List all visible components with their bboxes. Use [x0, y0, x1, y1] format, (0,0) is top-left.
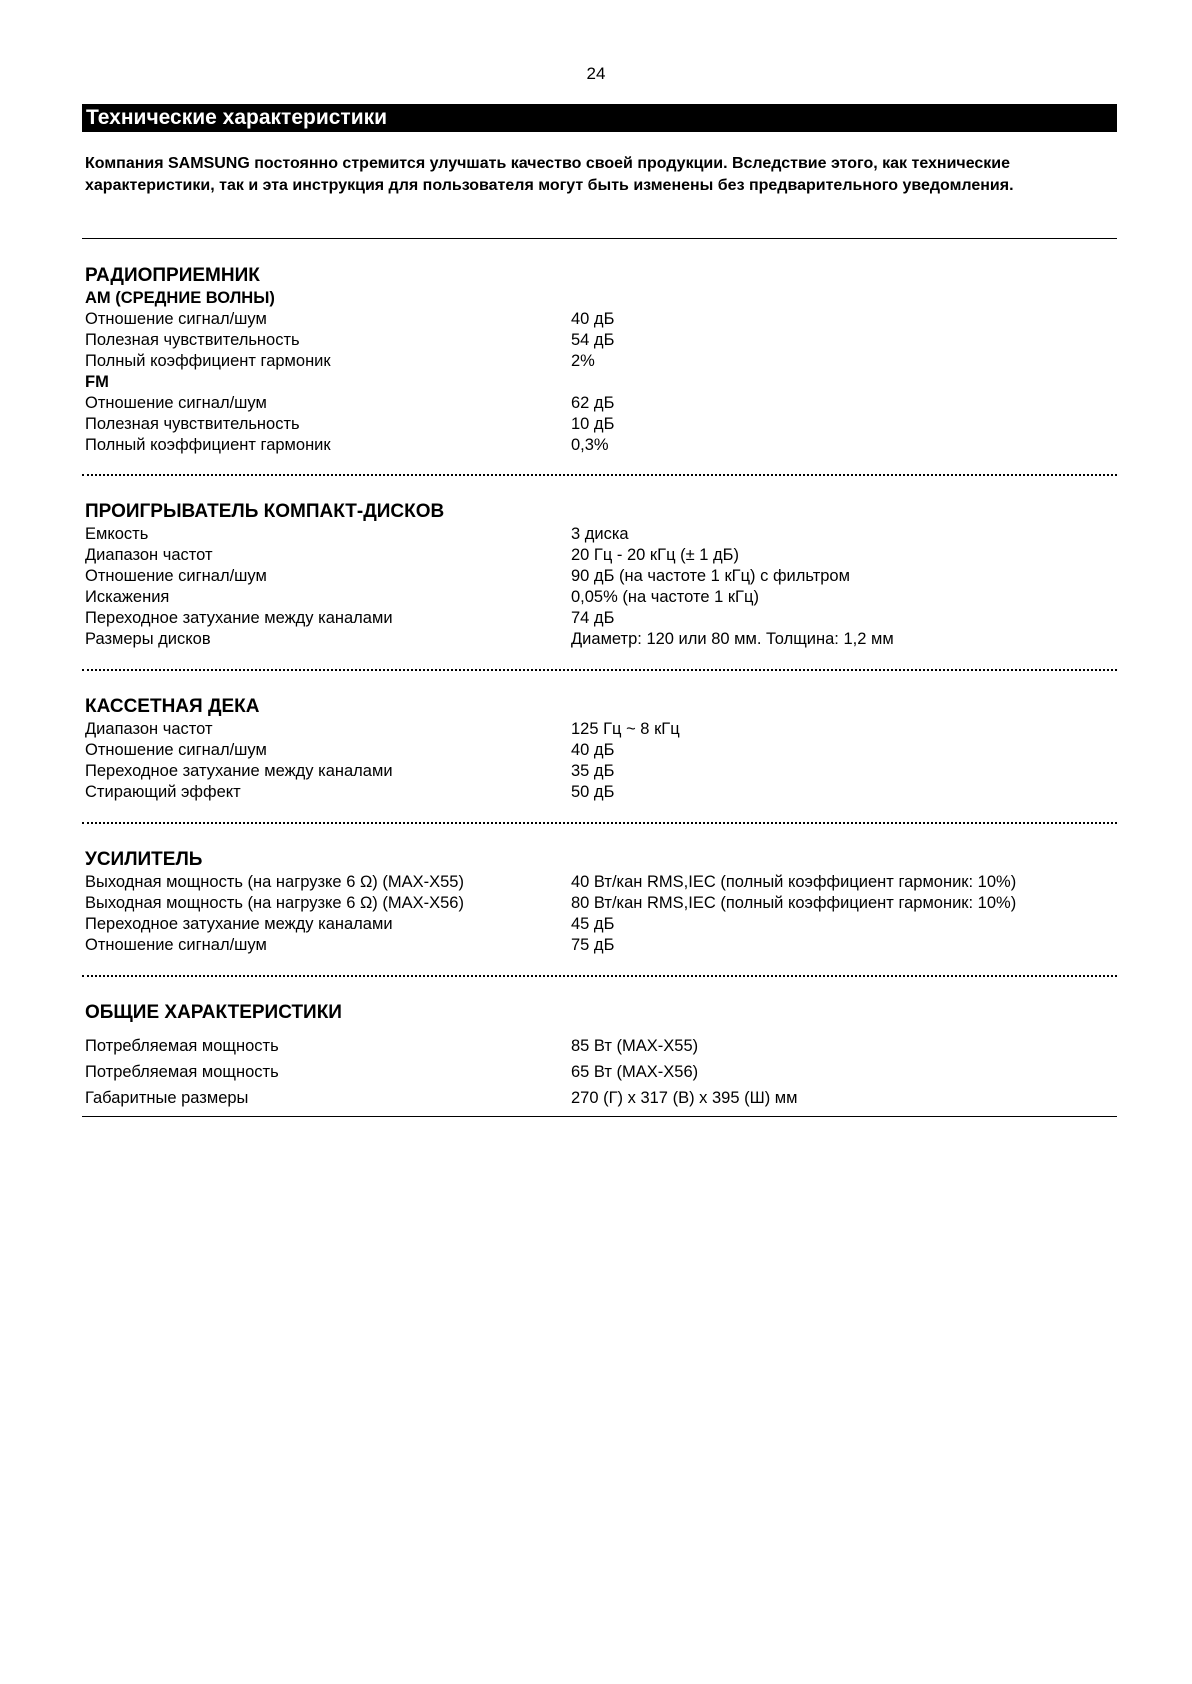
spec-label: Полный коэффициент гармоник: [85, 436, 331, 454]
spec-value: 35 дБ: [571, 762, 615, 780]
spec-label: Емкость: [85, 525, 149, 543]
spec-list-fm: [85, 393, 1115, 456]
spec-row: [85, 782, 1115, 803]
spec-row: [85, 414, 1115, 435]
spec-row: [85, 393, 1115, 414]
spec-label: Потребляемая мощность: [85, 1063, 279, 1081]
spec-value: 2%: [571, 352, 595, 370]
spec-value: 40 дБ: [571, 741, 615, 759]
spec-row: [85, 608, 1115, 629]
spec-label: Стирающий эффект: [85, 783, 241, 801]
spec-value: Диаметр: 120 или 80 мм. Толщина: 1,2 мм: [571, 630, 894, 648]
divider: [82, 238, 1117, 239]
divider: [82, 474, 1117, 476]
spec-value: 10 дБ: [571, 415, 615, 433]
spec-label: Отношение сигнал/шум: [85, 741, 267, 759]
spec-value: 75 дБ: [571, 936, 615, 954]
spec-label: Полный коэффициент гармоник: [85, 352, 331, 370]
divider: [82, 822, 1117, 824]
spec-value: 85 Вт (MAX-X55): [571, 1037, 699, 1055]
spec-row: [85, 351, 1115, 372]
spec-row: [85, 309, 1115, 330]
spec-value: 54 дБ: [571, 331, 615, 349]
spec-label: Искажения: [85, 588, 170, 606]
spec-value: 50 дБ: [571, 783, 615, 801]
spec-row: [85, 893, 1115, 914]
spec-label: Переходное затухание между каналами: [85, 762, 393, 780]
spec-label: Отношение сигнал/шум: [85, 567, 267, 585]
spec-label: Размеры дисков: [85, 630, 211, 648]
spec-label: Выходная мощность (на нагрузке 6 Ω) (MAX-X56): [85, 894, 464, 912]
spec-value: 125 Гц ~ 8 кГц: [571, 720, 680, 738]
spec-row: [85, 566, 1115, 587]
spec-row: [85, 1059, 1115, 1085]
spec-value: 40 дБ: [571, 310, 615, 328]
spec-value: 74 дБ: [571, 609, 615, 627]
intro-paragraph: Компания SAMSUNG постоянно стремится улучшать качество своей продукции. Вследствие этого, как технические характеристики, так и эта инструкция для пользователя могут быть изменены без предварительного уведомления.: [85, 155, 1014, 194]
section-title: КАССЕТНАЯ ДЕКА: [85, 696, 260, 717]
spec-label: Отношение сигнал/шум: [85, 936, 267, 954]
section-title: ПРОИГРЫВАТЕЛЬ КОМПАКТ-ДИСКОВ: [85, 501, 445, 522]
spec-value: 3 диска: [571, 525, 629, 543]
spec-row: [85, 914, 1115, 935]
spec-value: 65 Вт (MAX-X56): [571, 1063, 699, 1081]
spec-label: Отношение сигнал/шум: [85, 394, 267, 412]
spec-label: Переходное затухание между каналами: [85, 609, 393, 627]
spec-value: 80 Вт/кан RMS,IEC (полный коэффициент гармоник: 10%): [571, 894, 1017, 912]
spec-value: 270 (Г) x 317 (В) x 395 (Ш) мм: [571, 1089, 798, 1107]
spec-label: Отношение сигнал/шум: [85, 310, 267, 328]
spec-row: [85, 629, 1115, 650]
section-radio: [85, 264, 1115, 456]
spec-value: 90 дБ (на частоте 1 кГц) с фильтром: [571, 567, 850, 585]
spec-list-am: [85, 309, 1115, 372]
section-cd-player: [85, 500, 1115, 650]
spec-row: [85, 330, 1115, 351]
spec-row: [85, 545, 1115, 566]
spec-label: Выходная мощность (на нагрузке 6 Ω) (MAX-X55): [85, 873, 464, 891]
spec-row: [85, 1033, 1115, 1059]
spec-row: [85, 524, 1115, 545]
spec-value: 20 Гц - 20 кГц (± 1 дБ): [571, 546, 739, 564]
spec-row: [85, 761, 1115, 782]
spec-row: [85, 587, 1115, 608]
divider: [82, 1116, 1117, 1117]
section-title: УСИЛИТЕЛЬ: [85, 849, 203, 870]
spec-value: 62 дБ: [571, 394, 615, 412]
section-cassette-deck: [85, 695, 1115, 803]
spec-label: Габаритные размеры: [85, 1089, 249, 1107]
spec-label: Полезная чувствительность: [85, 331, 300, 349]
spec-label: Диапазон частот: [85, 720, 213, 738]
sub-title-am: AM (СРЕДНИЕ ВОЛНЫ): [85, 289, 275, 307]
spec-label: Диапазон частот: [85, 546, 213, 564]
section-amplifier: [85, 848, 1115, 956]
spec-row: [85, 740, 1115, 761]
divider: [82, 975, 1117, 977]
spec-label: Переходное затухание между каналами: [85, 915, 393, 933]
spec-value: 0,3%: [571, 436, 609, 454]
spec-label: Полезная чувствительность: [85, 415, 300, 433]
section-title: ОБЩИЕ ХАРАКТЕРИСТИКИ: [85, 1002, 342, 1023]
spec-row: [85, 872, 1115, 893]
section-title: РАДИОПРИЕМНИК: [85, 265, 260, 286]
spec-row: [85, 719, 1115, 740]
page-title: Технические характеристики: [82, 104, 1117, 132]
section-general: [85, 1001, 1115, 1111]
page-number: 24: [586, 64, 606, 83]
spec-value: 45 дБ: [571, 915, 615, 933]
spec-row: [85, 435, 1115, 456]
sub-title-fm: FM: [85, 373, 109, 391]
spec-value: 40 Вт/кан RMS,IEC (полный коэффициент гармоник: 10%): [571, 873, 1017, 891]
divider: [82, 669, 1117, 671]
spec-value: 0,05% (на частоте 1 кГц): [571, 588, 759, 606]
spec-label: Потребляемая мощность: [85, 1037, 279, 1055]
spec-row: [85, 935, 1115, 956]
spec-row: [85, 1085, 1115, 1111]
